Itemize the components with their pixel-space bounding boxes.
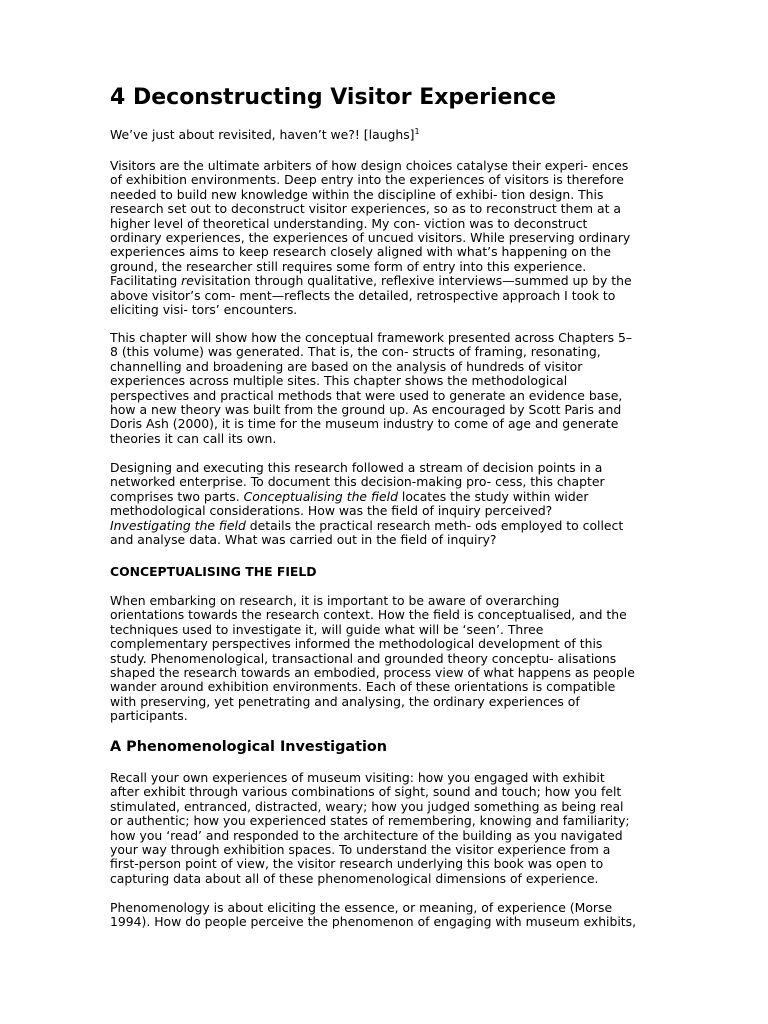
text-run: visitation through qualitative, reflexive interviews—summed up by the <box>193 273 632 289</box>
text-run: locates the study within wider <box>397 488 589 504</box>
chapter-title: 4 Deconstructing Visitor Experience <box>110 85 557 110</box>
text-line: capturing data about all of these phenomenological dimensions of experience. <box>110 870 599 886</box>
paragraph-phenomenology <box>110 901 662 930</box>
text-line: Recall your own experiences of museum visiting: how you engaged with exhibit <box>110 770 605 785</box>
text-line: stimulated, entranced, distracted, weary; how you judged something as being real <box>110 798 624 814</box>
text-line: This chapter will show how the conceptual framework presented across Chapters 5– <box>110 330 633 345</box>
text-line: eliciting visi- tors’ encounters. <box>110 302 298 318</box>
text-line: Phenomenology is about eliciting the essence, or meaning, of experience (Morse <box>110 900 613 915</box>
text-line: When embarking on research, it is important to be aware of overarching <box>110 593 560 608</box>
text-line: and analyse data. What was carried out in the field of inquiry? <box>110 532 497 548</box>
text-line <box>110 490 662 504</box>
text-line: your way through exhibition spaces. To understand the visitor experience from a <box>110 842 611 858</box>
text-line: research set out to deconstruct visitor experiences, so as to reconstruct them at a <box>110 201 622 217</box>
paragraph-orientations <box>110 594 662 724</box>
text-run: Facilitating <box>110 273 182 289</box>
italic-text: Conceptualising the field <box>243 488 398 504</box>
text-line: 1994). How do people perceive the phenomenon of engaging with museum exhibits, <box>110 914 637 930</box>
text-line: Visitors are the ultimate arbiters of how design choices catalyse their experi- ences <box>110 158 629 173</box>
text-line: first-person point of view, the visitor research underlying this book was open to <box>110 856 604 872</box>
text-line: theories it can call its own. <box>110 430 277 446</box>
text-line: channelling and broadening are based on the analysis of hundreds of visitor <box>110 358 583 374</box>
text-line: methodological considerations. How was the field of inquiry perceived? <box>110 503 553 519</box>
text-run: comprises two parts. <box>110 488 244 504</box>
text-line: wander around exhibition environments. Each of these orientations is compatible <box>110 679 616 695</box>
text-line: Doris Ash (2000), it is time for the museum industry to come of age and generate <box>110 416 619 432</box>
italic-text: re <box>181 273 194 289</box>
italic-text: Investigating the field <box>110 517 246 533</box>
text-line: 8 (this volume) was generated. That is, the con- structs of framing, resonating, <box>110 344 601 360</box>
epigraph-text: We’ve just about revisited, haven’t we?! [laughs] <box>110 127 415 142</box>
section-heading: CONCEPTUALISING THE FIELD <box>110 564 317 579</box>
text-line: complementary perspectives informed the methodological development of this <box>110 636 603 652</box>
text-line: how a new theory was built from the ground up. As encouraged by Scott Paris and <box>110 402 622 418</box>
text-line: techniques used to investigate it, will guide what will be ‘seen’. Three <box>110 621 544 637</box>
paragraph-intro <box>110 159 662 317</box>
text-line: how you ‘read’ and responded to the architecture of the building as you navigated <box>110 827 623 843</box>
text-line: needed to build new knowledge within the discipline of exhibi- tion design. This <box>110 186 604 202</box>
text-line <box>110 519 662 533</box>
text-line: higher level of theoretical understanding. My con- viction was to deconstruct <box>110 215 588 231</box>
text-line: ordinary experiences, the experiences of uncued visitors. While preserving ordinary <box>110 230 631 246</box>
paragraph-chapter-overview <box>110 331 662 446</box>
text-line: experiences across multiple sites. This chapter shows the methodological <box>110 373 568 389</box>
text-line: or authentic; how you experienced states of remembering, knowing and familiarity; <box>110 813 630 829</box>
footnote-marker: 1 <box>414 126 420 136</box>
text-line: participants. <box>110 708 188 724</box>
text-line: ground, the researcher still requires some form of entry into this experience. <box>110 258 587 274</box>
text-line <box>110 274 662 288</box>
text-line: networked enterprise. To document this decision-making pro- cess, this chapter <box>110 474 605 490</box>
paragraph-structure <box>110 461 662 547</box>
epigraph <box>110 127 420 143</box>
text-line: shaped the research towards an embodied, process view of what happens as people <box>110 665 635 681</box>
text-run: details the practical research meth- ods employed to collect <box>245 517 624 533</box>
text-line: of exhibition environments. Deep entry into the experiences of visitors is therefore <box>110 172 624 188</box>
text-line: orientations towards the research context. How the field is conceptualised, and the <box>110 607 627 623</box>
subsection-heading: A Phenomenological Investigation <box>110 739 388 755</box>
text-line: perspectives and practical methods that were used to generate an evidence base, <box>110 387 623 403</box>
text-line: Designing and executing this research followed a stream of decision points in a <box>110 460 603 475</box>
text-line: study. Phenomenological, transactional and grounded theory conceptu- alisations <box>110 650 617 666</box>
text-line: above visitor’s com- ment—reflects the detailed, retrospective approach I took to <box>110 287 616 303</box>
text-line: experiences aims to keep research closely aligned with what’s happening on the <box>110 244 611 260</box>
paragraph-recall <box>110 771 662 886</box>
text-line: after exhibit through various combinations of sight, sound and touch; how you felt <box>110 784 622 800</box>
text-line: with preserving, yet penetrating and analysing, the ordinary experiences of <box>110 693 580 709</box>
